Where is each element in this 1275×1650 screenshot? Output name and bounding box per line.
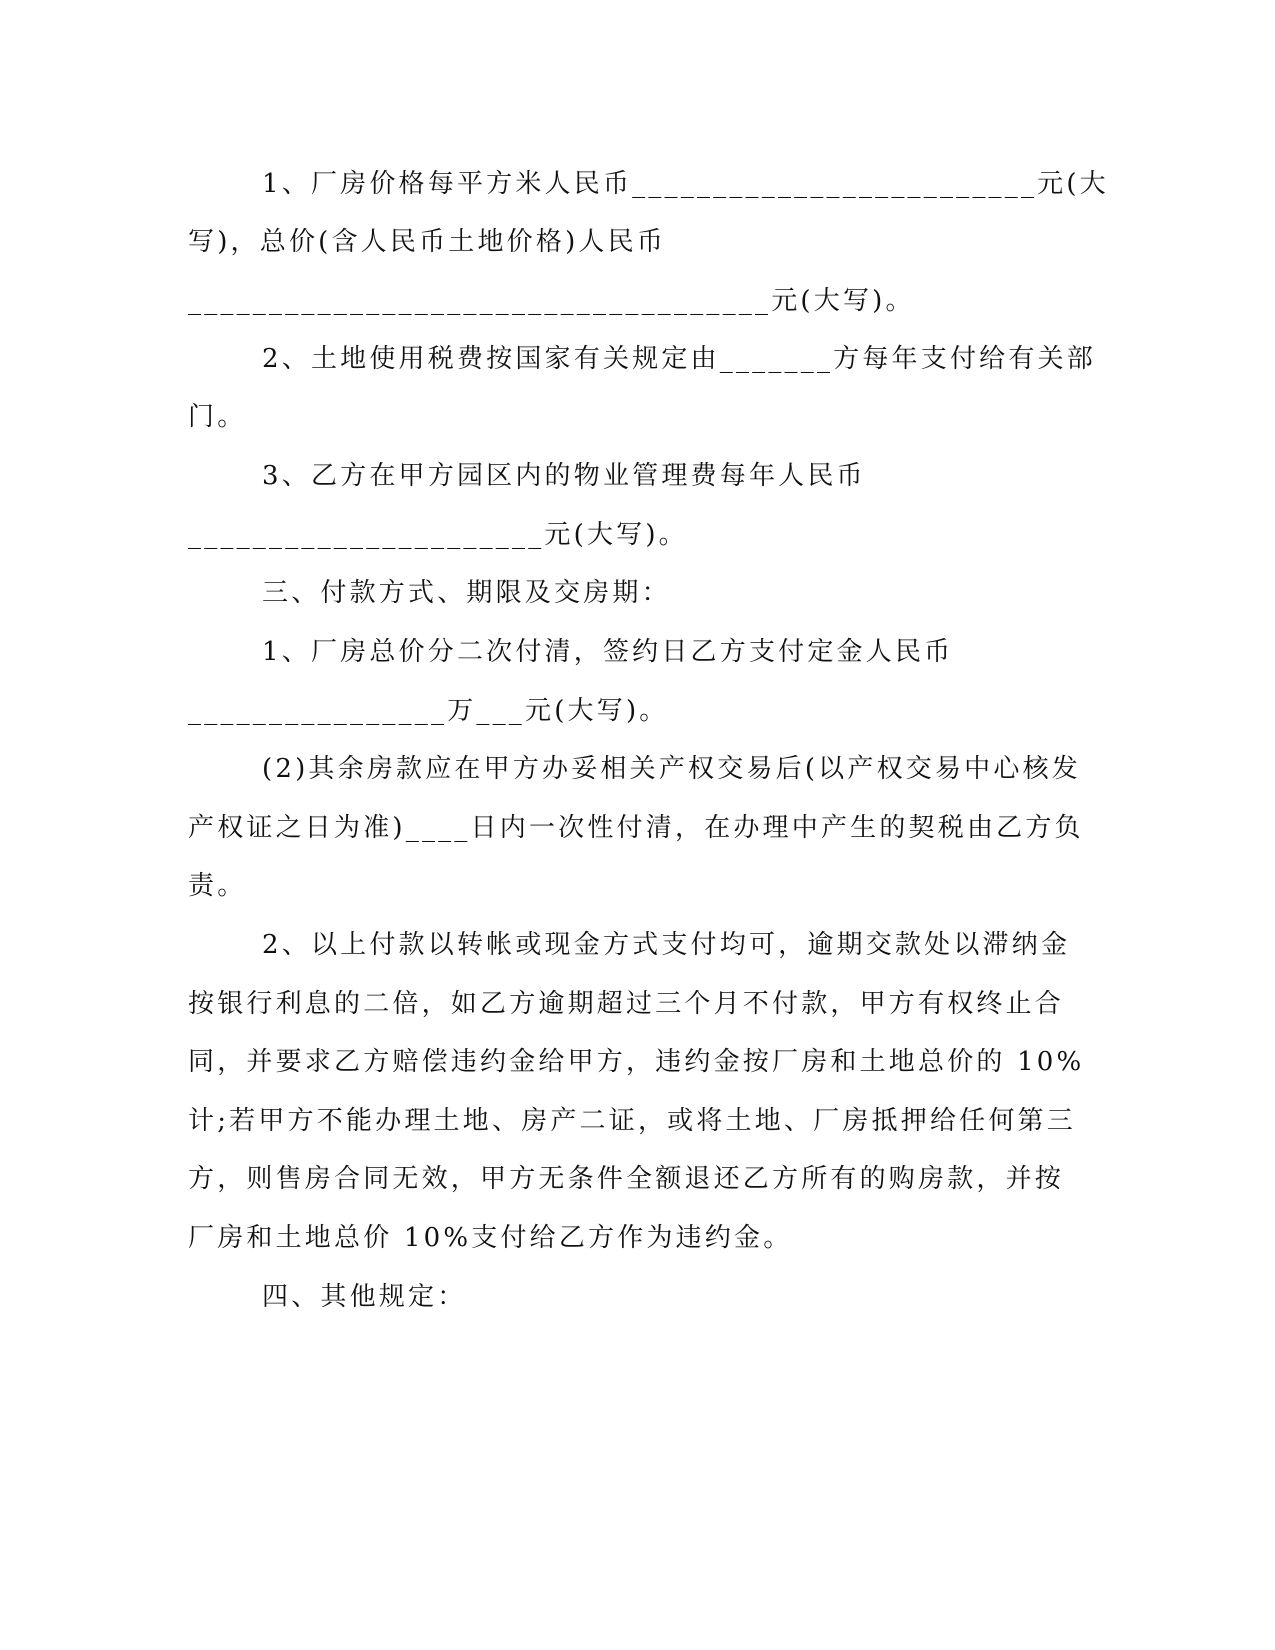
text-line: 门。	[188, 402, 247, 432]
text-line: 2、土地使用税费按国家有关规定由_______方每年支付给有关部	[262, 344, 1096, 374]
text-line: ______________________元(大写)。	[188, 520, 688, 550]
text-line: (2)其余房款应在甲方办妥相关产权交易后(以产权交易中心核发	[262, 754, 1081, 784]
text-line: 厂房和土地总价 10%支付给乙方作为违约金。	[188, 1223, 793, 1253]
text-line: 写)，总价(含人民币土地价格)人民币	[188, 227, 667, 257]
section-heading: 四、其他规定：	[262, 1282, 467, 1312]
text-line: 方，则售房合同无效，甲方无条件全额退还乙方所有的购房款，并按	[188, 1164, 1065, 1194]
text-line: ____________________________________元(大写)。	[188, 286, 915, 316]
text-line: 按银行利息的二倍，如乙方逾期超过三个月不付款，甲方有权终止合	[188, 989, 1065, 1019]
text-line: 2、以上付款以转帐或现金方式支付均可，逾期交款处以滞纳金	[262, 930, 1071, 960]
text-line: 产权证之日为准)____日内一次性付清，在办理中产生的契税由乙方负	[188, 813, 1084, 843]
text-line: ________________万___元(大写)。	[188, 696, 669, 726]
text-line: 同，并要求乙方赔偿违约金给甲方，违约金按厂房和土地总价的 10%	[188, 1047, 1085, 1077]
text-line: 计;若甲方不能办理土地、房产二证，或将土地、厂房抵押给任何第三	[188, 1106, 1076, 1136]
text-line: 3、乙方在甲方园区内的物业管理费每年人民币	[262, 461, 866, 491]
text-line: 1、厂房价格每平方米人民币_________________________元(大	[262, 169, 1109, 199]
section-heading: 三、付款方式、期限及交房期：	[262, 578, 671, 608]
text-line: 1、厂房总价分二次付清，签约日乙方支付定金人民币	[262, 637, 954, 667]
text-line: 责。	[188, 871, 247, 901]
